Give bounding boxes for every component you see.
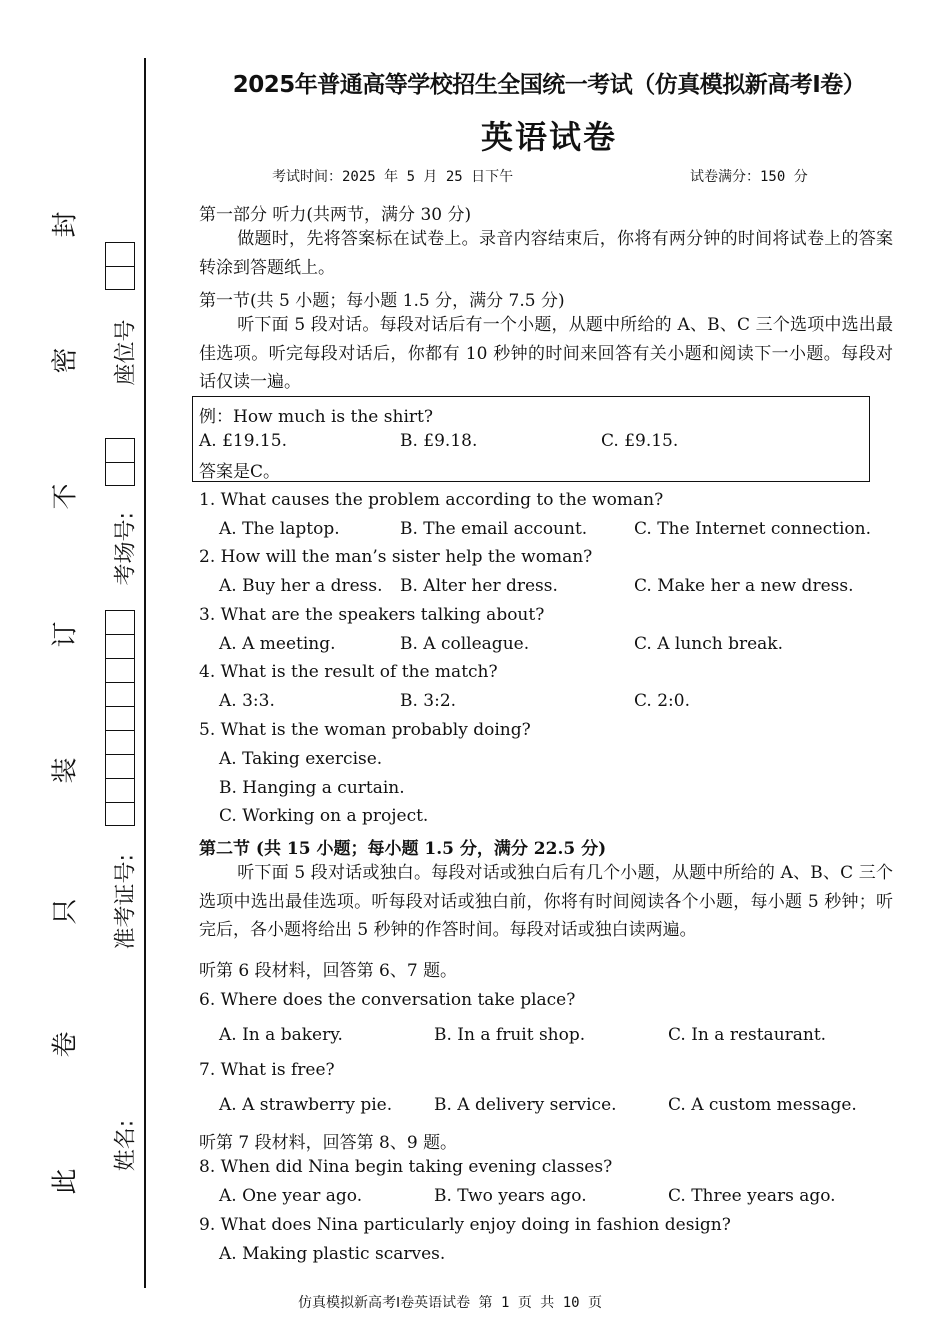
question-5: 5. What is the woman probably doing? — [199, 720, 531, 740]
example-question: 例：How much is the shirt? — [199, 407, 433, 427]
part1-instructions — [199, 225, 893, 282]
option-8a[interactable]: A. One year ago. — [219, 1186, 363, 1206]
option-2b[interactable]: B. Alter her dress. — [400, 576, 558, 596]
exam-id-boxes[interactable] — [105, 610, 135, 826]
section2-heading: 第二节 (共 15 小题；每小题 1.5 分，满分 22.5 分) — [199, 839, 607, 859]
seal-char: 装 — [50, 757, 81, 784]
option-1c[interactable]: C. The Internet connection. — [634, 519, 871, 539]
question-3: 3. What are the speakers talking about? — [199, 605, 545, 625]
option-3b[interactable]: B. A colleague. — [400, 634, 530, 654]
part1-instructions-text: 做题时，先将答案标在试卷上。录音内容结束后，你将有两分钟的时间将试卷上的答案转涂到答题纸上。 — [199, 229, 893, 278]
option-3a[interactable]: A. A meeting. — [219, 634, 336, 654]
question-1: 1. What causes the problem according to the woman? — [199, 490, 664, 510]
material-7-note: 听第 7 段材料，回答第 8、9 题。 — [199, 1133, 458, 1153]
question-4: 4. What is the result of the match? — [199, 662, 498, 682]
binding-line — [144, 58, 146, 1288]
exam-id-label: 准考证号: — [113, 854, 139, 950]
exam-time: 考试时间：2025 年 5 月 25 日下午 — [272, 169, 514, 185]
option-2c[interactable]: C. Make her a new dress. — [634, 576, 854, 596]
example-option-a: A. £19.15. — [199, 431, 287, 451]
question-6: 6. Where does the conversation take place? — [199, 990, 576, 1010]
option-5b[interactable]: B. Hanging a curtain. — [219, 778, 405, 798]
question-2: 2. How will the man’s sister help the woman? — [199, 547, 593, 567]
option-6b[interactable]: B. In a fruit shop. — [434, 1025, 586, 1045]
seal-char: 订 — [50, 621, 81, 648]
seal-char: 封 — [50, 211, 81, 238]
room-number-boxes[interactable] — [105, 438, 135, 486]
option-7a[interactable]: A. A strawberry pie. — [219, 1095, 393, 1115]
seal-char: 密 — [50, 347, 81, 374]
option-3c[interactable]: C. A lunch break. — [634, 634, 784, 654]
example-option-c: C. £9.15. — [601, 431, 679, 451]
seal-char: 只 — [50, 898, 81, 925]
option-4a[interactable]: A. 3:3. — [219, 691, 275, 711]
example-option-b: B. £9.18. — [400, 431, 478, 451]
name-label: 姓名: — [113, 1119, 139, 1172]
option-1b[interactable]: B. The email account. — [400, 519, 588, 539]
section2-instructions — [199, 859, 893, 945]
binding-margin — [0, 0, 150, 1344]
option-9a[interactable]: A. Making plastic scarves. — [219, 1244, 446, 1264]
question-8: 8. When did Nina begin taking evening classes? — [199, 1157, 613, 1177]
subject-title: 英语试卷 — [480, 118, 617, 156]
seal-char: 不 — [50, 483, 81, 510]
part1-heading: 第一部分 听力(共两节，满分 30 分) — [199, 205, 472, 225]
option-6c[interactable]: C. In a restaurant. — [668, 1025, 827, 1045]
option-8c[interactable]: C. Three years ago. — [668, 1186, 836, 1206]
question-9: 9. What does Nina particularly enjoy doing in fashion design? — [199, 1215, 731, 1235]
option-4c[interactable]: C. 2:0. — [634, 691, 690, 711]
seal-char: 卷 — [50, 1031, 81, 1058]
section1-instructions-text: 听下面 5 段对话。每段对话后有一个小题，从题中所给的 A、B、C 三个选项中选出最佳选项。听完每段对话后，你都有 10 秒钟的时间来回答有关小题和阅读下一小题。每段对话仅读一遍。 — [199, 315, 893, 393]
example-answer: 答案是C。 — [199, 462, 281, 482]
option-5a[interactable]: A. Taking exercise. — [219, 749, 383, 769]
option-6a[interactable]: A. In a bakery. — [219, 1025, 343, 1045]
seat-number-boxes[interactable] — [105, 242, 135, 290]
room-label: 考场号: — [113, 512, 139, 586]
section1-instructions — [199, 311, 893, 397]
section2-instructions-text: 听下面 5 段对话或独白。每段对话或独白后有几个小题，从题中所给的 A、B、C 三个选项中选出最佳选项。听每段对话或独白前，你将有时间阅读各个小题，每小题 5 秒钟；听完后，各小题将给出 5 秒钟的作答时间。每段对话或独白读两遍。 — [199, 863, 893, 941]
exam-title: 2025年普通高等学校招生全国统一考试（仿真模拟新高考Ⅰ卷） — [232, 72, 866, 98]
option-7c[interactable]: C. A custom message. — [668, 1095, 857, 1115]
option-2a[interactable]: A. Buy her a dress. — [219, 576, 383, 596]
seal-char: 此 — [50, 1168, 81, 1195]
seat-label: 座位号 — [113, 319, 139, 386]
material-6-note: 听第 6 段材料，回答第 6、7 题。 — [199, 961, 458, 981]
option-5c[interactable]: C. Working on a project. — [219, 806, 429, 826]
option-1a[interactable]: A. The laptop. — [219, 519, 340, 539]
option-7b[interactable]: B. A delivery service. — [434, 1095, 617, 1115]
question-7: 7. What is free? — [199, 1060, 335, 1080]
full-score: 试卷满分：150 分 — [690, 169, 808, 185]
option-4b[interactable]: B. 3:2. — [400, 691, 457, 711]
option-8b[interactable]: B. Two years ago. — [434, 1186, 587, 1206]
page-footer: 仿真模拟新高考Ⅰ卷英语试卷 第 1 页 共 10 页 — [298, 1295, 602, 1311]
section1-heading: 第一节(共 5 小题；每小题 1.5 分，满分 7.5 分) — [199, 291, 565, 311]
